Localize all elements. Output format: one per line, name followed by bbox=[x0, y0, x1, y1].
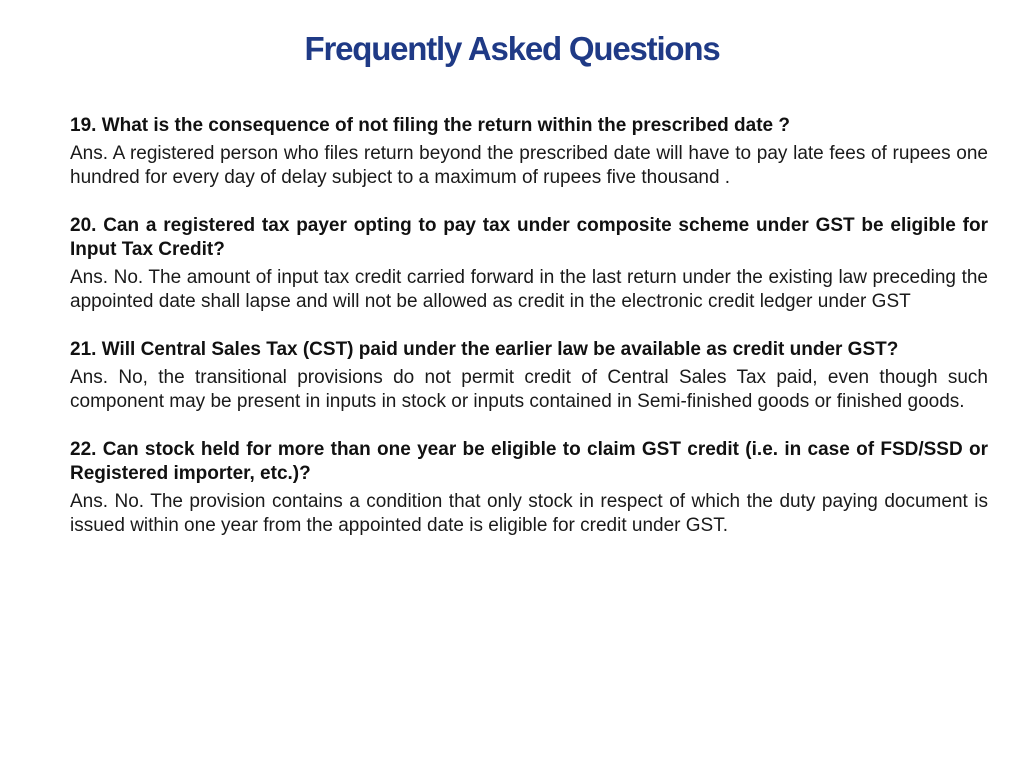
faq-question: 21. Will Central Sales Tax (CST) paid under the earlier law be available as credit under GST? bbox=[70, 339, 899, 360]
faq-list bbox=[70, 114, 988, 562]
faq-question: 19. What is the consequence of not filing the return within the prescribed date ? bbox=[70, 115, 790, 136]
faq-answer: Ans. No. The provision contains a condition that only stock in respect of which the duty paying document is issued within one year from the appointed date is eligible for credit under GST. bbox=[70, 491, 988, 536]
faq-question: 20. Can a registered tax payer opting to pay tax under composite scheme under GST be eligible for Input Tax Credit? bbox=[70, 215, 988, 260]
page-title: Frequently Asked Questions bbox=[304, 30, 720, 67]
faq-item-21 bbox=[70, 338, 988, 414]
faq-item-19 bbox=[70, 114, 988, 190]
faq-item-20 bbox=[70, 214, 988, 314]
faq-item-22 bbox=[70, 438, 988, 538]
faq-question: 22. Can stock held for more than one year be eligible to claim GST credit (i.e. in case of FSD/SSD or Registered importer, etc.)? bbox=[70, 439, 988, 484]
faq-answer: Ans. No. The amount of input tax credit carried forward in the last return under the existing law preceding the appointed date shall lapse and will not be allowed as credit in the electronic credit ledger under GST bbox=[70, 267, 988, 312]
faq-answer: Ans. A registered person who files return beyond the prescribed date will have to pay late fees of rupees one hundred for every day of delay subject to a maximum of rupees five thousand . bbox=[70, 143, 988, 188]
faq-answer: Ans. No, the transitional provisions do not permit credit of Central Sales Tax paid, even though such component may be present in inputs in stock or inputs contained in Semi-finished goods or finished goods. bbox=[70, 367, 988, 412]
